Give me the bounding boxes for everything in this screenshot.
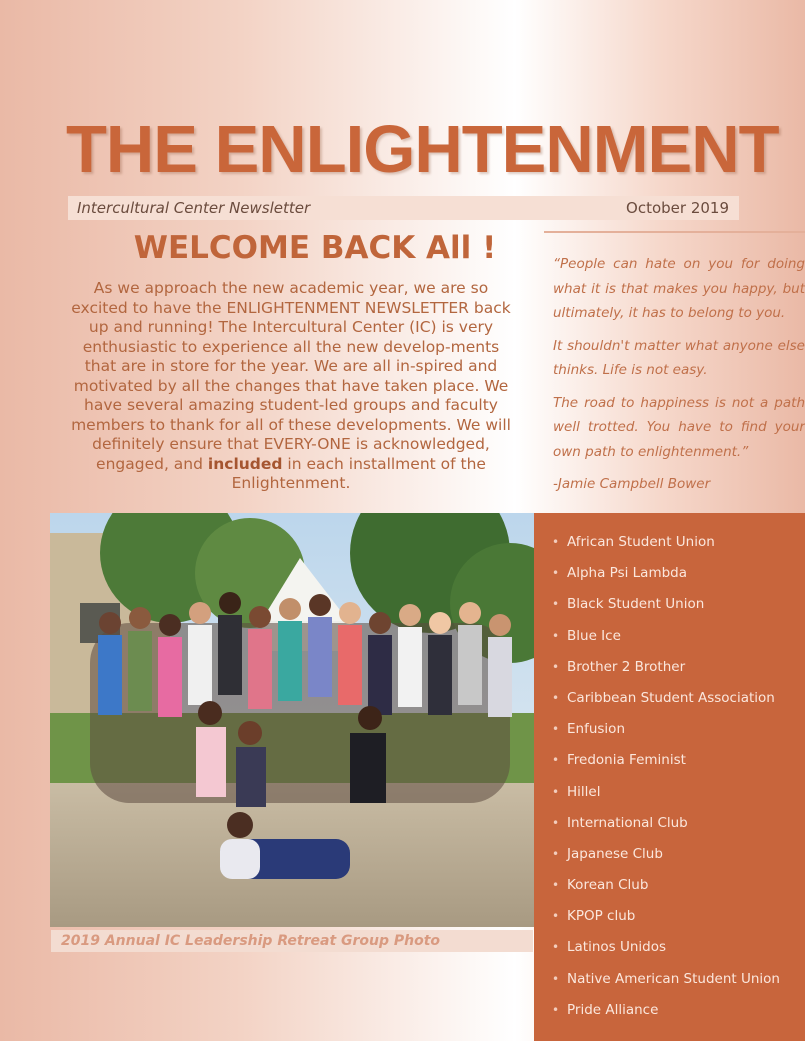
club-name: African Student Union — [567, 534, 715, 550]
quote-paragraph: “People can hate on you for doing what it is that makes you happy, but ultimately, it has to belong to you. — [553, 256, 805, 321]
bullet-icon: • — [552, 566, 560, 581]
club-name: Latinos Unidos — [567, 939, 667, 956]
group-photo-illustration — [50, 513, 534, 927]
list-item — [552, 875, 780, 906]
subtitle-bar — [68, 196, 739, 220]
list-item — [552, 782, 780, 813]
list-item — [552, 688, 780, 719]
club-name: Fredonia Feminist — [567, 752, 686, 769]
club-name: KPOP club — [567, 908, 636, 925]
club-name: Alpha Psi Lambda — [567, 565, 688, 582]
list-item — [552, 969, 780, 1000]
issue-date: October 2019 — [626, 199, 729, 217]
bullet-icon: • — [552, 753, 560, 768]
quote-author: -Jamie Campbell Bower — [553, 476, 711, 492]
quote-divider — [544, 231, 805, 233]
intro-text-bold: included — [207, 454, 283, 473]
quote-paragraph: The road to happiness is not a path well trotted. You have to find your own path to enlightenment.” — [553, 394, 805, 460]
club-name: Enfusion — [567, 721, 625, 738]
group-photo — [50, 513, 534, 927]
photo-caption: 2019 Annual IC Leadership Retreat Group Photo — [51, 930, 533, 952]
intro-text-end: in each installment of the Enlightenment. — [231, 454, 486, 492]
bullet-icon: • — [552, 1002, 560, 1017]
list-item — [552, 626, 780, 657]
club-name: Japanese Club — [567, 845, 663, 862]
bullet-icon: • — [552, 628, 560, 643]
club-name: Hillel — [567, 783, 601, 800]
welcome-heading: WELCOME BACK All ! — [133, 230, 497, 266]
bullet-icon: • — [552, 690, 560, 705]
list-item — [552, 563, 780, 594]
bullet-icon: • — [552, 878, 560, 893]
club-name: Brother 2 Brother — [567, 658, 686, 675]
list-item — [552, 719, 780, 750]
club-name: Korean Club — [567, 877, 649, 894]
bullet-icon: • — [552, 659, 560, 674]
quote-paragraph: It shouldn't matter what anyone else thinks. Life is not easy. — [553, 337, 805, 378]
list-item — [552, 906, 780, 937]
club-name: Native American Student Union — [567, 970, 780, 987]
bullet-icon: • — [552, 597, 560, 612]
bullet-icon: • — [552, 846, 560, 861]
club-name: Black Student Union — [567, 596, 705, 613]
intro-text-start: As we approach the new academic year, we are so excited to have the ENLIGHTENMENT NEWSLETTER back up and running! The Intercultural Center (IC) is very enthusiastic to experience all the new develop-ments that are in store for the year. We are all in-spired and motivated by all the changes that have taken place. We have several amazing student-led groups and faculty members to thank for all of these developments. We will definitely ensure that EVERY-ONE is acknowledged, engaged, and — [71, 279, 511, 473]
list-item — [552, 657, 780, 688]
bullet-icon: • — [552, 909, 560, 924]
list-item — [552, 844, 780, 875]
list-item — [552, 813, 780, 844]
list-item — [552, 937, 780, 968]
list-item — [552, 1000, 780, 1031]
list-item — [552, 750, 780, 781]
club-name: International Club — [567, 814, 688, 831]
list-item — [552, 594, 780, 625]
club-name: Blue Ice — [567, 627, 621, 644]
newsletter-subtitle: Intercultural Center Newsletter — [77, 199, 311, 217]
intro-paragraph — [66, 279, 516, 494]
bullet-icon: • — [552, 784, 560, 799]
bullet-icon: • — [552, 940, 560, 955]
quote-block — [553, 252, 805, 505]
bullet-icon: • — [552, 535, 560, 549]
bullet-icon: • — [552, 971, 560, 986]
club-name: Caribbean Student Association — [567, 689, 775, 706]
bullet-icon: • — [552, 722, 560, 737]
club-list — [552, 532, 780, 1031]
bullet-icon: • — [552, 815, 560, 830]
newsletter-title: THE ENLIGHTENMENT — [66, 112, 779, 187]
list-item — [552, 532, 780, 563]
club-name: Pride Alliance — [567, 1001, 659, 1018]
club-list-panel — [534, 513, 805, 1041]
